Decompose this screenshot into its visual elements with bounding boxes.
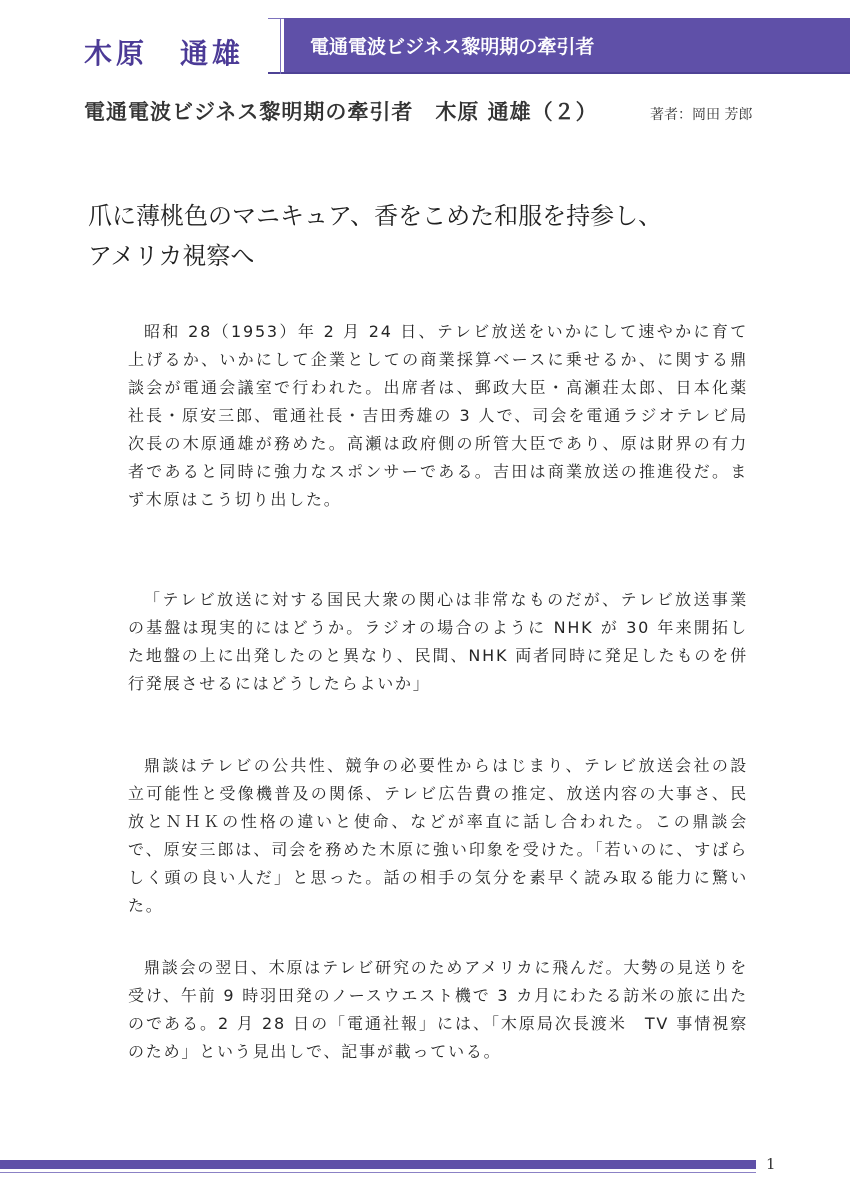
header-series-band [284,18,850,72]
paragraph-4: 鼎談会の翌日、木原はテレビ研究のためアメリカに飛んだ。大勢の見送りを受け、午前 9 時羽田発のノースウエスト機で 3 カ月にわたる訪米の旅に出たのである。2 月 28 日の「電通社報」には、「木原局次長渡米 TV 事情視察のため」という見出しで、記事が載っている。 [128,958,748,1061]
article-subtitle-row [84,96,824,124]
header-divider-line [280,18,281,74]
section-headline [88,196,788,276]
page-header [0,0,850,74]
article-title: 電通電波ビジネス黎明期の牽引者 木原 通雄（２） [84,99,598,124]
paragraph-3: 鼎談はテレビの公共性、競争の必要性からはじまり、テレビ放送会社の設立可能性と受像機普及の関係、テレビ広告費の推定、放送内容の大事さ、民放とＮＨＫの性格の違いと使命、などが率直に話し合われた。この鼎談会で、原安三郎は、司会を務めた木原に強い印象を受けた。「若いのに、すばらしく頭の良い人だ」と思った。話の相手の気分を素早く読み取る能力に驚いた。 [128,756,748,915]
header-name-block [0,18,268,74]
footer-rule [0,1172,756,1173]
paragraph-2: 「テレビ放送に対する国民大衆の関心は非常なものだが、テレビ放送事業の基盤は現実的にはどうか。ラジオの場合のように NHK が 30 年来開拓した地盤の上に出発したのと異なり、民間、NHK 両者同時に発足したものを併行発展させるにはどうしたらよいか」 [128,590,748,693]
footer-accent-bar [0,1160,756,1169]
header-series-title: 電通電波ビジネス黎明期の牽引者 [310,36,595,58]
page-number: 1 [766,1155,776,1173]
headline-line-2: アメリカ視察へ [88,242,255,270]
header-person-name: 木原 通雄 [84,37,245,70]
paragraph-1: 昭和 28（1953）年 2 月 24 日、テレビ放送をいかにして速やかに育て上げるか、いかにして企業としての商業採算ベースに乗せるか、に関する鼎談会が電通会議室で行われた。出席者は、郵政大臣・高瀬荘太郎、日本化薬社長・原安三郎、電通社長・吉田秀雄の 3 人で、司会を電通ラジオテレビ局次長の木原通雄が務めた。高瀬は政府側の所管大臣であり、原は財界の有力者であると同時に強力なスポンサーである。吉田は商業放送の推進役だ。まず木原はこう切り出した。 [128,322,748,509]
headline-line-1: 爪に薄桃色のマニキュア、香をこめた和服を持参し、 [88,202,663,230]
article-author: 著者：岡田 芳郎 [650,107,753,123]
